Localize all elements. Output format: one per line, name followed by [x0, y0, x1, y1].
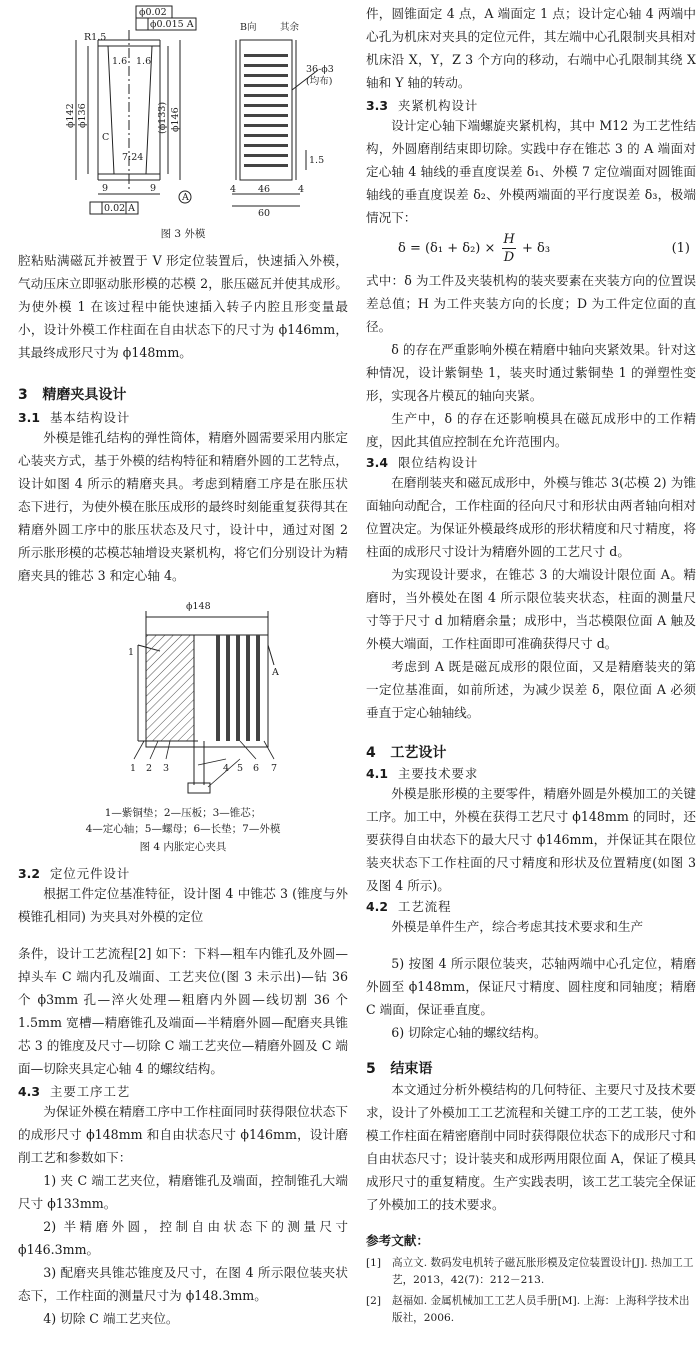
- equation-1: [366, 229, 696, 269]
- fig3-phi136: ϕ136: [77, 103, 88, 128]
- fig3-dim-46: 46: [258, 184, 271, 195]
- section-4-heading: [366, 742, 696, 762]
- fig3-ra-left: 1.6: [112, 56, 128, 67]
- subsection-4-1-heading: [366, 764, 696, 782]
- reference-item: [366, 1293, 696, 1327]
- fig4-label-a: A: [272, 667, 279, 678]
- subsection-number: 4.1: [366, 766, 388, 781]
- paragraph: 1) 夹 C 端工艺夹位，精磨锥孔及端面，控制锥孔大端尺寸 ϕ133mm。: [18, 1173, 348, 1211]
- right-column: [366, 0, 696, 1327]
- fig4-num-2: 2: [146, 763, 153, 774]
- reference-text: 赵福如. 金属机械加工工艺人员手册[M]. 上海：上海科学技术出版社，2006.: [392, 1295, 690, 1324]
- figure-4-drawing: [18, 595, 348, 805]
- fig3-b-view: B向: [240, 22, 257, 33]
- fig3-rest: 其余: [280, 22, 300, 33]
- subsection-number: 3.2: [18, 866, 40, 881]
- paragraph: 4) 切除 C 端工艺夹位。: [43, 1311, 179, 1326]
- subsection-title: 限位结构设计: [397, 455, 479, 470]
- section-title: 结束语: [390, 1061, 433, 1077]
- fig4-num-3: 3: [163, 763, 170, 774]
- subsection-number: 4.3: [18, 1084, 40, 1099]
- paragraph: 腔粘贴满磁瓦并被置于 V 形定位装置后，快速插入外模，气动压床立即驱动胀形模的芯模 2，胀压磁瓦并使其成形。为使外模 1 在该过程中能快速插入转子内腔且形变量最小，设计外模工作柱面在自由状态下的尺寸为 ϕ146mm，其最终成形尺寸为 ϕ148mm。: [18, 253, 348, 360]
- fig3-phi133: (ϕ133): [157, 101, 168, 134]
- fig3-dim-60: 60: [258, 208, 271, 219]
- paragraph: δ 的存在严重影响外模在精磨中轴向夹紧效果。针对这种情况，设计紫铜垫 1，装夹时通过紫铜垫 1 的弹塑性变形，实现各片模瓦的轴向夹紧。: [366, 342, 696, 403]
- subsection-3-4-heading: [366, 453, 696, 471]
- equation-rhs: + δ₃: [522, 241, 551, 256]
- section-5-heading: [366, 1058, 696, 1078]
- fig3-hole: 36-ϕ3: [306, 64, 334, 75]
- paragraph: 3) 配磨夹具锥芯锥度及尺寸，在图 4 所示限位装夹状态下，工作柱面的测量尺寸为 ϕ148.3mm。: [18, 1265, 348, 1303]
- fig3-taper: 7:24: [122, 152, 144, 163]
- paragraph: 为保证外模在精磨工序中工作柱面同时获得限位状态下的成形尺寸 ϕ148mm 和自由状态尺寸 ϕ146mm，设计磨削工艺和参数如下：: [18, 1104, 348, 1165]
- fig3-dim-4: 4: [230, 184, 237, 195]
- subsection-3-1-heading: [18, 408, 348, 426]
- fig4-dim-phi148: ϕ148: [186, 601, 211, 612]
- fig4-num-7: 7: [271, 763, 278, 774]
- fig3-hole-even: (均布): [306, 76, 333, 87]
- fig4-num-4: 4: [223, 763, 230, 774]
- subsection-4-3-heading: [18, 1082, 348, 1100]
- references: [366, 1230, 696, 1327]
- paragraph: 考虑到 A 既是磁瓦成形的限位面，又是精磨装夹的第一定位基准面，如前所述，为减少误差 δ，限位面 A 必须垂直于定心轴轴线。: [366, 659, 696, 720]
- subsection-number: 4.2: [366, 899, 388, 914]
- subsection-title: 主要技术要求: [397, 766, 479, 781]
- fig4-num-6: 6: [253, 763, 260, 774]
- fig3-r15: R1.5: [84, 32, 107, 43]
- fig3-phi146: ϕ146: [170, 107, 181, 132]
- section-title: 精磨夹具设计: [42, 387, 127, 403]
- subsection-title: 工艺流程: [397, 899, 452, 914]
- subsection-4-2-heading: [366, 897, 696, 915]
- subsection-title: 夹紧机构设计: [397, 98, 479, 113]
- subsection-title: 定位元件设计: [49, 866, 131, 881]
- equation-numerator: H: [503, 232, 515, 247]
- paragraph: 2) 半精磨外圆，控制自由状态下的测量尺寸 ϕ146.3mm。: [18, 1219, 348, 1257]
- fig3-dim-4b: 4: [298, 184, 305, 195]
- section-number: 3: [18, 387, 28, 403]
- fig4-num-1: 1: [130, 763, 137, 774]
- subsection-3-2-heading: [18, 864, 348, 882]
- equation-denominator: D: [503, 250, 515, 265]
- section-number: 5: [366, 1061, 376, 1077]
- equation-number: (1): [671, 241, 690, 256]
- fig3-dim-9a: 9: [102, 183, 109, 194]
- paragraph: 根据工件定位基准特征，设计图 4 中锥芯 3 (锥度与外模锥孔相同) 为夹具对外模的定位: [18, 886, 348, 924]
- fig3-perpendicularity: 0.02 A: [104, 203, 136, 214]
- reference-number: [1]: [366, 1257, 382, 1269]
- reference-text: 高立文. 数码发电机转子磁瓦胀形模及定位装置设计[J]. 热加工工艺，2013，42(7)：212－213.: [392, 1257, 694, 1286]
- paragraph: 外模是单件生产，综合考虑其技术要求和生产: [391, 919, 644, 934]
- equation-fraction: [502, 231, 516, 266]
- fig3-dim-9b: 9: [150, 183, 157, 194]
- section-number: 4: [366, 745, 376, 761]
- paragraph: 式中：δ 为工件及夹装机构的装夹要素在夹装方向的位置误差总值；H 为工件夹装方向的长度；D 为工件定位面的直径。: [366, 273, 696, 334]
- subsection-title: 基本结构设计: [49, 410, 131, 425]
- figure-3-caption: 图 3 外模: [160, 228, 206, 240]
- subsection-title: 主要工序工艺: [49, 1084, 131, 1099]
- paragraph: 6) 切除定心轴的螺纹结构。: [391, 1025, 547, 1040]
- figure-4-legend-line-2: 4—定心轴；5—螺母；6—长垫；7—外模: [85, 823, 281, 835]
- fig4-num-5: 5: [237, 763, 244, 774]
- subsection-3-3-heading: [366, 96, 696, 114]
- fig3-ra-right: 1.6: [136, 56, 152, 67]
- fig3-flatness: ϕ0.02: [139, 7, 167, 18]
- paragraph: 外模是锥孔结构的弹性筒体，精磨外圆需要采用内胀定心装夹方式，基于外模的结构特征和精磨外圆的工艺特点，设计如图 4 所示的精磨夹具。考虑到精磨工序是在胀压状态下进行，为使外模在胀压成形的最终时刻能重复获得其在精磨外圆工序中的胀压状态及尺寸，设计中，通过对图 2 所示胀形模的芯模芯轴增设夹紧机构，将它们分别设计为精磨夹具的锥芯 3 和定心轴 4。: [18, 430, 348, 583]
- paragraph: 本文通过分析外模结构的几何特征、主要尺寸及技术要求，设计了外模加工工艺流程和关键工序的工艺工装，使外模工作柱面在精密磨削中同时获得限位状态下的成形尺寸和自由状态尺寸；设计装夹和成形两用限位面 A，保证了模具成形尺寸的重复精度。生产实践表明，该工艺工装完全保证了外模加工的技术要求。: [366, 1082, 696, 1212]
- paragraph: 在磨削装夹和磁瓦成形中，外模与锥芯 3(芯模 2) 为锥面轴向动配合，工作柱面的径向尺寸和形状由两者轴向相对位置决定。为保证外模最终成形的形状精度和尺寸精度，将柱面的成形尺寸设计为精磨外圆的工艺尺寸 d。: [366, 475, 696, 559]
- paragraph: 生产中，δ 的存在还影响模具在磁瓦成形中的工作精度，因此其值应控制在允许范围内。: [366, 411, 696, 449]
- fig3-label-a: A: [182, 192, 189, 203]
- paragraph: 条件，设计工艺流程[2] 如下：下料—粗车内锥孔及外圆—掉头车 C 端内孔及端面、工艺夹位(图 3 未示出)—钻 36 个 ϕ3mm 孔—淬火处理—粗磨内外圆—线切割 36 个 1.5mm 宽槽—精磨锥孔及端面—半精磨外圆—配磨夹具锥芯 3 的锥度及尺寸—切除 C 端工艺夹位—精磨外圆及 C 端面—切除夹具定心轴 4 的螺纹结构。: [18, 946, 348, 1076]
- reference-number: [2]: [366, 1295, 382, 1307]
- equation-lhs: δ = (δ₁ + δ₂) ×: [398, 241, 496, 256]
- section-3-heading: [18, 384, 348, 404]
- figure-4-legend-line-1: 1—紫铜垫；2—压板；3—锥芯；: [104, 807, 262, 819]
- paragraph: 设计定心轴下端螺旋夹紧机构，其中 M12 为工艺性结构，外圆磨削结束即切除。实践中存在锥芯 3 的 A 端面对定心轴 4 轴线的垂直度误差 δ₁、外模 7 定位端面对圆锥面轴线的垂直度误差 δ₂、外模两端面的平行度误差 δ₃，极端情况下：: [366, 118, 696, 225]
- paragraph: 外模是胀形模的主要零件，精磨外圆是外模加工的关键工序。加工中，外模在获得工艺尺寸 ϕ148mm 的同时，还要获得自由状态下的最大尺寸 ϕ146mm，并保证其在限位装夹状态下工作柱面的尺寸精度和形状及位置精度(如图 3 及图 4 所示)。: [366, 786, 696, 893]
- subsection-number: 3.4: [366, 455, 388, 470]
- left-column: [18, 0, 348, 1330]
- fig3-dim-1-5: 1.5: [309, 155, 325, 166]
- section-title: 工艺设计: [390, 745, 447, 761]
- subsection-number: 3.3: [366, 98, 388, 113]
- figure-4-caption: 图 4 内胀定心夹具: [139, 841, 227, 853]
- paragraph: 为实现设计要求，在锥芯 3 的大端设计限位面 A。精磨时，当外模处在图 4 所示限位装夹状态，柱面的测量尺寸等于尺寸 d 加精磨余量；成形中，当芯模限位面 A 触及外模大端面，工作柱面即可准确获得尺寸 d。: [366, 567, 696, 651]
- subsection-number: 3.1: [18, 410, 40, 425]
- fig3-label-c: C: [102, 132, 110, 143]
- paragraph: 件，圆锥面定 4 点，A 端面定 1 点；设计定心轴 4 两端中心孔为机床对夹具的定位元件，其左端中心孔限制夹具相对机床沿 X，Y，Z 3 个方向的移动，右端中心孔限制其绕 X 轴和 Y 轴的转动。: [366, 6, 696, 90]
- figure-3-drawing: [18, 0, 348, 222]
- reference-item: [366, 1255, 696, 1289]
- fig3-phi142: ϕ142: [65, 103, 76, 128]
- paragraph: 5) 按图 4 所示限位装夹，芯轴两端中心孔定位，精磨外圆至 ϕ148mm，保证尺寸精度、圆柱度和同轴度；精磨 C 端面，保证垂直度。: [366, 956, 696, 1017]
- references-heading: 参考文献：: [366, 1233, 429, 1248]
- fig4-label-1-left: 1: [128, 647, 135, 658]
- fig3-runout: ϕ0.015 A: [150, 19, 194, 30]
